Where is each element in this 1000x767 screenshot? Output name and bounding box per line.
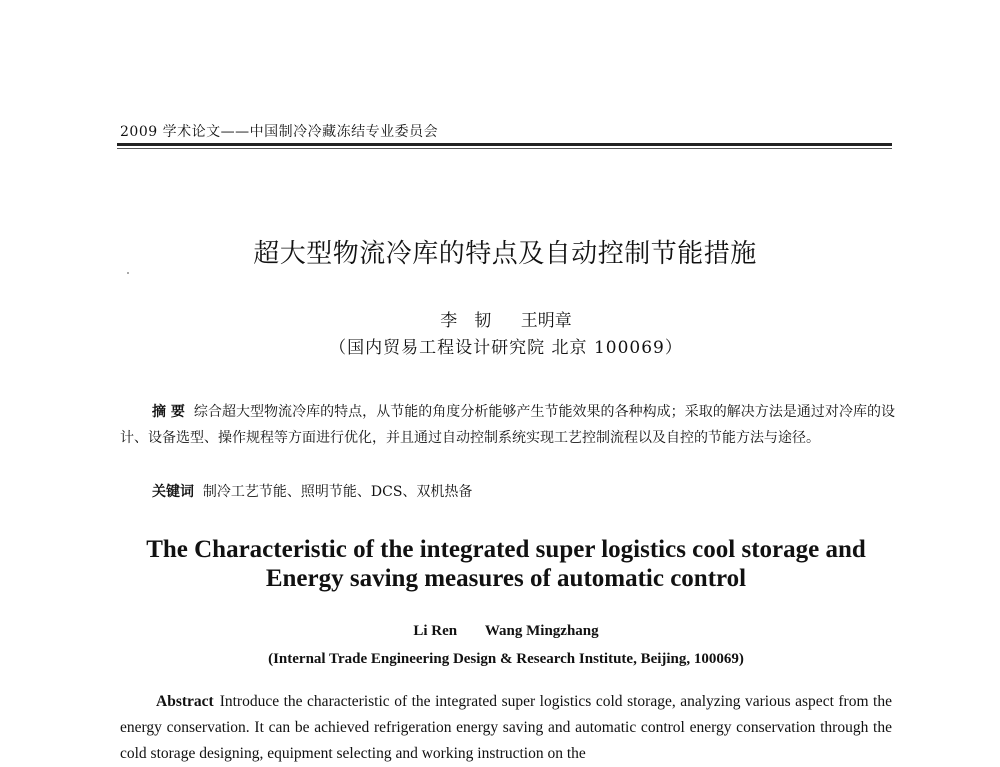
author-en-1: Li Ren	[413, 623, 458, 639]
running-header: 2009 学术论文——中国制冷冷藏冻结专业委员会	[120, 124, 439, 140]
title-en-line-1: The Characteristic of the integrated super logistics cool storage and	[146, 536, 866, 563]
abstract-en-text: Introduce the characteristic of the integrated super logistics cold storage, analyzing various aspect from the energy conservation. It can be achieved refrigeration energy saving and automatic control energy conservation through the cold storage designing, equipment selecting and working instruction on the	[120, 693, 892, 762]
affiliation-chinese: （国内贸易工程设计研究院 北京 100069）	[329, 338, 683, 358]
title-en-line-2: Energy saving measures of automatic control	[265, 565, 747, 592]
author-en-2: Wang Mingzhang	[484, 623, 599, 639]
author-cn-1: 李 韧	[440, 311, 492, 331]
header-rule-thin	[117, 148, 892, 149]
header-rule-thick	[117, 143, 892, 146]
paper-title-english	[0, 535, 1000, 593]
abstract-english	[120, 689, 892, 767]
abstract-chinese	[120, 399, 895, 451]
authors-english	[0, 623, 1000, 640]
abstract-cn-text: 综合超大型物流冷库的特点，从节能的角度分析能够产生节能效果的各种构成；采取的解决方法是通过对冷库的设计、设备选型、操作规程等方面进行优化，并且通过自动控制系统实现工艺控制流程以及自控的节能方法与途径。	[120, 404, 896, 446]
authors-chinese	[0, 306, 1000, 331]
author-cn-2: 王明章	[520, 311, 572, 331]
paper-title-chinese: 超大型物流冷库的特点及自动控制节能措施	[253, 239, 757, 269]
abstract-en-label: Abstract	[156, 693, 214, 710]
keywords-cn-label: 关键词	[152, 484, 194, 500]
keywords-cn-text: 制冷工艺节能、照明节能、DCS、双机热备	[202, 484, 473, 500]
abstract-cn-label: 摘 要	[152, 404, 185, 420]
keywords-chinese	[152, 481, 472, 501]
scan-speck	[127, 272, 129, 274]
affiliation-english: (Internal Trade Engineering Design & Research Institute, Beijing, 100069)	[268, 651, 744, 667]
